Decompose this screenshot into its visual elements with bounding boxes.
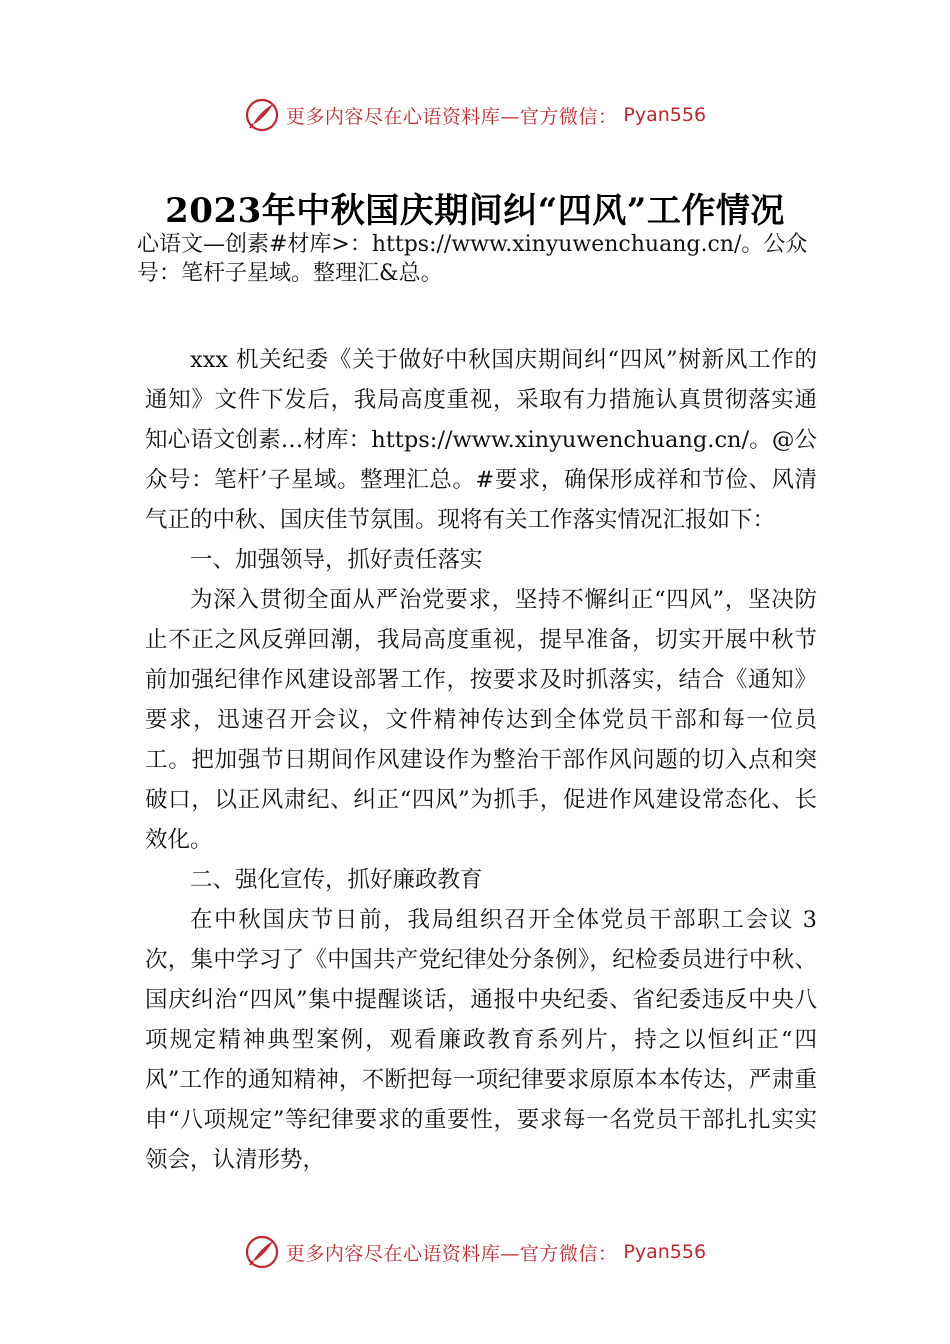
document-title: 2023年中秋国庆期间纠“四风”工作情况 [165,191,785,231]
body-paragraph-1: 为深入贯彻全面从严治党要求，坚持不懈纠正“四风”，坚决防止不正之风反弹回潮，我局高度重视，提早准备，切实开展中秋节前加强纪律作风建设部署工作，按要求及时抓落实，结合《通知》要求，迅速召开会议，文件精神传达到全体党员干部和每一位员工。把加强节日期间作风建设作为整治干部作风问题的切入点和突破口，以正风肃纪、纠正“四风”为抓手，促进作风建设常态化、长效化。 [145,587,817,853]
banner-text: 更多内容尽在心语资料库—官方微信： [285,105,618,128]
feather-quill-logo-icon [244,97,280,133]
body-paragraph-intro: xxx 机关纪委《关于做好中秋国庆期间纠“四风”树新风工作的通知》文件下发后，我局高度重视，采取有力措施认真贯彻落实通知心语文创素…材库：https://www.xinyuwenchuang.cn/。@公众号：笔杆’子星域。整理汇总。#要求，确保形成祥和节俭、风清气正的中秋、国庆佳节氛围。现将有关工作落实情况汇报如下： [145,347,817,533]
source-line: 心语文—创素#材库>：https://www.xinyuwenchuang.cn/。公众号：笔杆子星域。整理汇&总。 [137,232,808,286]
banner-wechat-id: Pyan556 [623,1241,707,1263]
section-heading-2: 二、强化宣传，抓好廉政教育 [190,867,483,893]
body-paragraph-2: 在中秋国庆节日前，我局组织召开全体党员干部职工会议 3 次，集中学习了《中国共产党纪律处分条例》，纪检委员进行中秋、国庆纠治“四风”集中提醒谈话，通报中央纪委、省纪委违反中央八项规定精神典型案例，观看廉政教育系列片，持之以恒纠正“四风”工作的通知精神，不断把每一项纪律要求原原本本传达，严肃重申“八项规定”等纪律要求的重要性，要求每一名党员干部扎扎实实领会，认清形势， [145,907,817,1173]
header-watermark-banner [0,93,950,137]
banner-wechat-id: Pyan556 [623,104,707,126]
document-body [145,340,817,1180]
footer-watermark-banner [0,1230,950,1274]
feather-quill-logo-icon [244,1234,280,1270]
section-heading-1: 一、加强领导，抓好责任落实 [190,547,483,573]
banner-text: 更多内容尽在心语资料库—官方微信： [285,1242,618,1265]
